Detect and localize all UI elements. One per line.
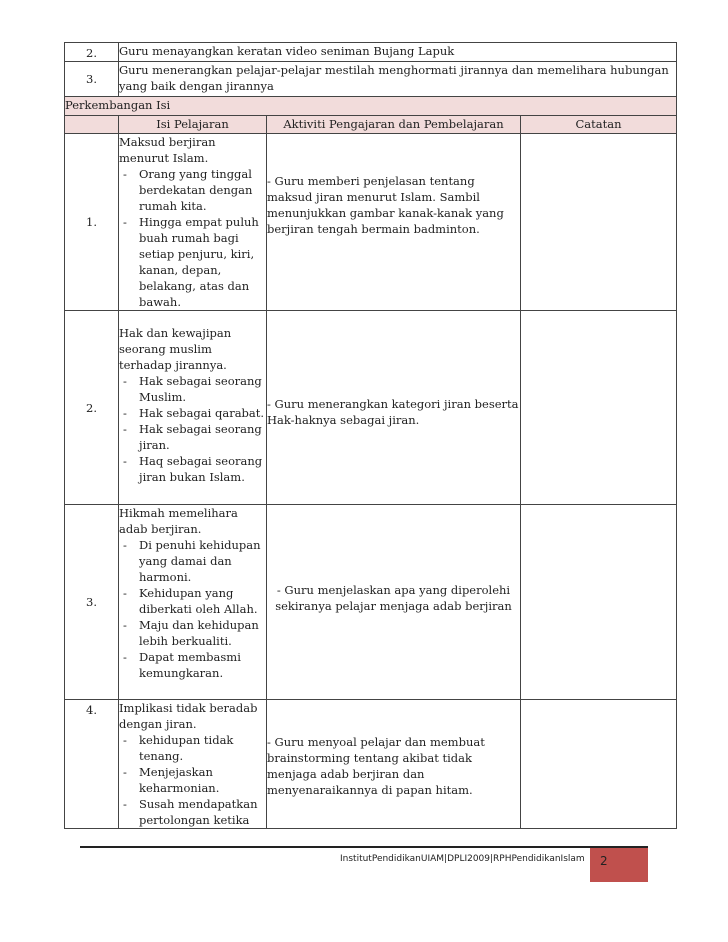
section-title: Perkembangan Isi	[65, 97, 677, 116]
list-item	[119, 453, 266, 485]
list-item	[119, 405, 266, 421]
list-item	[119, 617, 266, 649]
isi-title: Hak dan kewajipan seorang muslim terhadap jirannya.	[119, 326, 232, 372]
content-row	[65, 700, 677, 829]
bullet-dash: -	[123, 215, 127, 229]
page-number: 2	[600, 854, 608, 868]
lesson-plan-table	[64, 42, 677, 829]
bullet-dash: -	[123, 586, 127, 600]
bullet-dash: -	[123, 650, 127, 664]
aktiviti-text: - Guru menjelaskan apa yang diperolehi sekiranya pelajar menjaga adab berjiran	[275, 583, 512, 613]
list-item	[119, 537, 266, 585]
aktiviti-cell	[267, 700, 521, 829]
bullet-dash: -	[123, 618, 127, 632]
list-item-text: Hak sebagai seorang Muslim.	[139, 374, 262, 404]
intro-row	[65, 62, 677, 97]
list-item	[119, 649, 266, 681]
list-item	[119, 732, 266, 764]
list-item	[119, 764, 266, 796]
page-number-box	[590, 848, 648, 882]
bullet-dash: -	[123, 538, 127, 552]
isi-cell	[119, 311, 267, 505]
list-item-text: Menjejaskan keharmonian.	[139, 765, 220, 795]
section-header-row	[65, 97, 677, 116]
isi-title: Hikmah memelihara adab berjiran.	[119, 506, 238, 536]
row-number: 3.	[65, 505, 119, 700]
list-item	[119, 214, 266, 310]
list-item-text: Kehidupan yang diberkati oleh Allah.	[139, 586, 258, 616]
column-header-row	[65, 116, 677, 134]
bullet-dash: -	[123, 167, 127, 181]
aktiviti-text: - Guru memberi penjelasan tentang maksud jiran menurut Islam. Sambil menunjukkan gambar kanak-kanak yang berjiran tengah bermain badminton.	[267, 174, 504, 236]
list-item-text: Hingga empat puluh buah rumah bagi setiap penjuru, kiri, kanan, depan, belakang, atas dan bawah.	[139, 215, 259, 309]
list-item-text: Di penuhi kehidupan yang damai dan harmoni.	[139, 538, 261, 584]
list-item-text: Orang yang tinggal berdekatan dengan rumah kita.	[139, 167, 253, 213]
list-item-text: Hak sebagai seorang jiran.	[139, 422, 262, 452]
isi-cell	[119, 505, 267, 700]
list-item	[119, 585, 266, 617]
list-item	[119, 373, 266, 405]
row-number: 2.	[65, 43, 119, 62]
list-item-text: kehidupan tidak tenang.	[139, 733, 234, 763]
row-number: 2.	[65, 311, 119, 505]
isi-header: Isi Pelajaran	[119, 116, 267, 134]
aktiviti-cell	[267, 505, 521, 700]
bullet-dash: -	[123, 406, 127, 420]
bullet-dash: -	[123, 374, 127, 388]
aktiviti-cell	[267, 311, 521, 505]
footer-text: InstitutPendidikanUIAM|DPLI2009|RPHPendidikanIslam	[340, 854, 585, 864]
footer-rule	[80, 846, 648, 848]
bullet-dash: -	[123, 422, 127, 436]
intro-step-text: Guru menayangkan keratan video seniman Bujang Lapuk	[119, 43, 677, 62]
list-item-text: Susah mendapatkan pertolongan ketika	[139, 797, 258, 827]
content-row	[65, 134, 677, 311]
isi-cell	[119, 700, 267, 829]
aktiviti-cell	[267, 134, 521, 311]
content-row	[65, 311, 677, 505]
bullet-dash: -	[123, 765, 127, 779]
row-number: 3.	[65, 62, 119, 97]
list-item-text: Dapat membasmi kemungkaran.	[139, 650, 241, 680]
catatan-cell	[521, 311, 677, 505]
content-row	[65, 505, 677, 700]
intro-row	[65, 43, 677, 62]
aktiviti-header: Aktiviti Pengajaran dan Pembelajaran	[267, 116, 521, 134]
isi-cell	[119, 134, 267, 311]
blank-header	[65, 116, 119, 134]
list-item-text: Haq sebagai seorang jiran bukan Islam.	[139, 454, 263, 484]
bullet-dash: -	[123, 733, 127, 747]
isi-title: Implikasi tidak beradab dengan jiran.	[119, 701, 258, 731]
aktiviti-text: - Guru menerangkan kategori jiran beserta Hak-haknya sebagai jiran.	[267, 396, 519, 427]
catatan-header: Catatan	[521, 116, 677, 134]
intro-step-text: Guru menerangkan pelajar-pelajar mestilah menghormati jirannya dan memelihara hubungan yang baik dengan jirannya	[119, 62, 677, 97]
list-item	[119, 421, 266, 453]
catatan-cell	[521, 505, 677, 700]
catatan-cell	[521, 700, 677, 829]
row-number: 4.	[65, 700, 119, 829]
list-item	[119, 796, 266, 828]
list-item-text: Maju dan kehidupan lebih berkualiti.	[139, 618, 259, 648]
bullet-dash: -	[123, 454, 127, 468]
row-number: 1.	[65, 134, 119, 311]
list-item-text: Hak sebagai qarabat.	[139, 406, 265, 420]
bullet-dash: -	[123, 797, 127, 811]
isi-title: Maksud berjiran menurut Islam.	[119, 135, 216, 165]
aktiviti-text: - Guru menyoal pelajar dan membuat brainstorming tentang akibat tidak menjaga adab berjiran dan menyenaraikannya di papan hitam.	[267, 735, 485, 797]
catatan-cell	[521, 134, 677, 311]
list-item	[119, 166, 266, 214]
